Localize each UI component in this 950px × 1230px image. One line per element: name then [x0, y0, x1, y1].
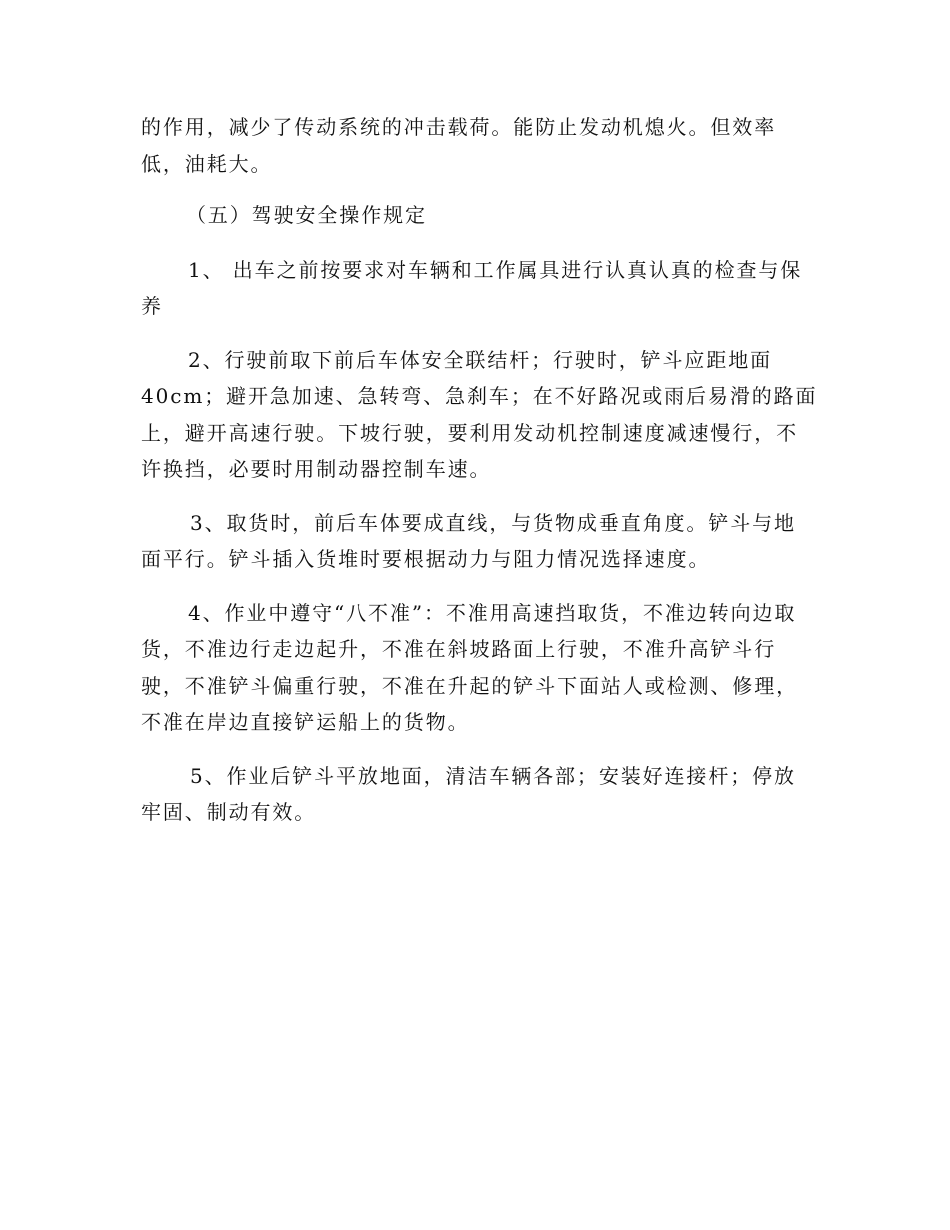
item-3-line-2: 面平行。铲斗插入货堆时要根据动力与阻力情况选择速度。 [141, 547, 711, 571]
item-2-line-4: 许换挡，必要时用制动器控制车速。 [141, 457, 492, 481]
item-2-line-2: 40cm；避开急加速、急转弯、急刹车；在不好路况或雨后易滑的路面 [141, 384, 818, 408]
item-3-line-1: 3、取货时，前后车体要成直线，与货物成垂直角度。铲斗与地 [190, 511, 796, 535]
item-5-line-2: 牢固、制动有效。 [141, 800, 317, 824]
item-5-line-1: 5、作业后铲斗平放地面，清洁车辆各部；安装好连接杆；停放 [190, 764, 796, 788]
section-heading: （五）驾驶安全操作规定 [186, 203, 427, 227]
intro-line-1: 的作用，减少了传动系统的冲击载荷。能防止发动机熄火。但效率 [141, 115, 777, 139]
item-4-line-2: 货，不准边行走边起升，不准在斜坡路面上行驶，不准升高铲斗行 [141, 637, 777, 661]
item-2-line-3: 上，避开高速行驶。下坡行驶，要利用发动机控制速度减速慢行，不 [141, 421, 798, 445]
item-1-line-1: 1、 出车之前按要求对车辆和工作属具进行认真认真的检查与保 [188, 258, 803, 282]
item-4-line-4: 不准在岸边直接铲运船上的货物。 [141, 710, 470, 734]
item-1-line-2: 养 [141, 294, 163, 318]
intro-line-2: 低，油耗大。 [141, 152, 273, 176]
item-4-line-1: 4、作业中遵守“八不准”：不准用高速挡取货，不准边转向边取 [188, 601, 797, 625]
item-2-line-1: 2、行驶前取下前后车体安全联结杆；行驶时，铲斗应距地面 [188, 348, 773, 372]
item-4-line-3: 驶，不准铲斗偏重行驶，不准在升起的铲斗下面站人或检测、修理， [141, 674, 798, 698]
